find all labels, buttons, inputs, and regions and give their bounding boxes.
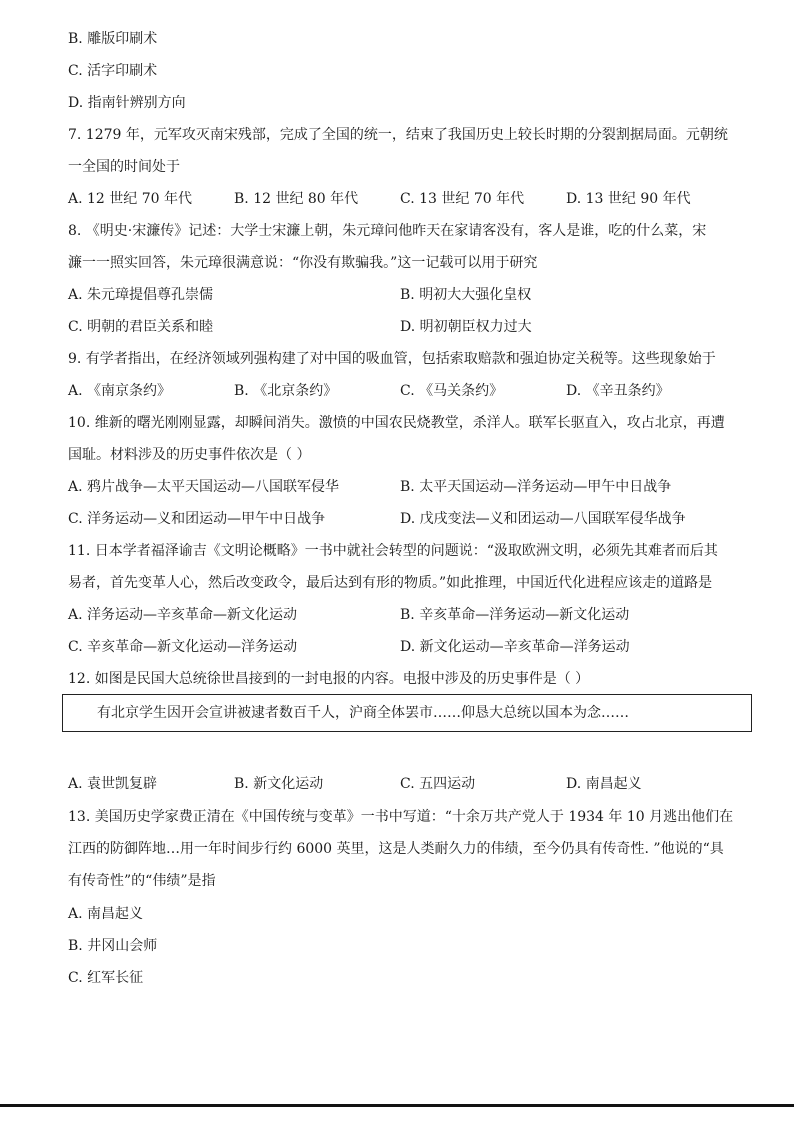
q7-option-b: B. 12 世纪 80 年代 — [234, 191, 359, 207]
q12-option-b: B. 新文化运动 — [234, 776, 324, 792]
q11-stem-line1: 11. 日本学者福泽谕吉《文明论概略》一书中就社会转型的问题说：“汲取欧洲文明，必须先其难者而后其 — [68, 543, 718, 559]
q11-option-a: A. 洋务运动—辛亥革命—新文化运动 — [68, 607, 298, 623]
q7-stem-line2: 一全国的时间处于 — [68, 159, 180, 175]
q6-option-d: D. 指南针辨别方向 — [68, 95, 186, 111]
q8-option-c: C. 明朝的君臣关系和睦 — [68, 319, 214, 335]
q13-option-b: B. 井冈山会师 — [68, 938, 158, 954]
q8-stem-line2: 濂一一照实回答，朱元璋很满意说：“你没有欺骗我。”这一记载可以用于研究 — [68, 255, 538, 271]
q11-option-b: B. 辛亥革命—洋务运动—新文化运动 — [400, 607, 630, 623]
q8-option-b: B. 明初大大强化皇权 — [400, 287, 532, 303]
q8-stem-line1: 8. 《明史·宋濂传》记述：大学士宋濂上朝，朱元璋问他昨天在家请客没有，客人是谁，吃的什么菜，宋 — [68, 223, 707, 239]
q7-option-c: C. 13 世纪 70 年代 — [400, 191, 525, 207]
q11-stem-line2: 易者，首先变革人心，然后改变政令，最后达到有形的物质。”如此推理，中国近代化进程应该走的道路是 — [68, 575, 713, 591]
q12-option-d: D. 南昌起义 — [566, 776, 642, 792]
q13-stem-line1: 13. 美国历史学家费正清在《中国传统与变革》一书中写道：“十余万共产党人于 1934 年 10 月逃出他们在 — [68, 809, 734, 825]
q6-option-c: C. 活字印刷术 — [68, 63, 158, 79]
q8-option-d: D. 明初朝臣权力过大 — [400, 319, 532, 335]
q9-stem-line1: 9. 有学者指出，在经济领域列强构建了对中国的吸血管，包括索取赔款和强迫协定关税等。这些现象始于 — [68, 351, 716, 367]
q9-option-d: D. 《辛丑条约》 — [566, 383, 670, 399]
q11-option-d: D. 新文化运动—辛亥革命—洋务运动 — [400, 639, 630, 655]
telegram-quote-box — [62, 694, 752, 732]
page-bottom-rule — [0, 1104, 794, 1107]
q13-option-c: C. 红军长征 — [68, 970, 144, 986]
q11-option-c: C. 辛亥革命—新文化运动—洋务运动 — [68, 639, 298, 655]
telegram-quote-text: 有北京学生因开会宣讲被逮者数百千人，沪商全体罢市……仰恳大总统以国本为念…… — [97, 705, 629, 721]
q10-option-a: A. 鸦片战争—太平天国运动—八国联军侵华 — [68, 479, 340, 495]
q8-option-a: A. 朱元璋提倡尊孔崇儒 — [68, 287, 214, 303]
q9-option-b: B. 《北京条约》 — [234, 383, 338, 399]
q10-stem-line2: 国耻。材料涉及的历史事件依次是（ ） — [68, 447, 311, 463]
q7-option-a: A. 12 世纪 70 年代 — [68, 191, 192, 207]
q9-option-a: A. 《南京条约》 — [68, 383, 172, 399]
q12-option-a: A. 袁世凯复辟 — [68, 776, 158, 792]
q7-stem-line1: 7. 1279 年，元军攻灭南宋残部，完成了全国的统一，结束了我国历史上较长时期的分裂割据局面。元朝统 — [68, 127, 728, 143]
q10-option-b: B. 太平天国运动—洋务运动—甲午中日战争 — [400, 479, 672, 495]
q12-option-c: C. 五四运动 — [400, 776, 476, 792]
q9-option-c: C. 《马关条约》 — [400, 383, 504, 399]
q10-option-c: C. 洋务运动—义和团运动—甲午中日战争 — [68, 511, 326, 527]
q12-stem-line1: 12. 如图是民国大总统徐世昌接到的一封电报的内容。电报中涉及的历史事件是（ ） — [68, 671, 590, 687]
q6-option-b: B. 雕版印刷术 — [68, 31, 158, 47]
q7-option-d: D. 13 世纪 90 年代 — [566, 191, 691, 207]
q10-option-d: D. 戊戌变法—义和团运动—八国联军侵华战争 — [400, 511, 686, 527]
q13-stem-line2: 江西的防御阵地…用一年时间步行约 6000 英里，这是人类耐久力的伟绩，至今仍具有传奇性. ”他说的“具 — [68, 841, 724, 857]
q13-stem-line3: 有传奇性”的“伟绩”是指 — [68, 873, 216, 889]
q10-stem-line1: 10. 维新的曙光刚刚显露，却瞬间消失。激愤的中国农民烧教堂，杀洋人。联军长驱直入，攻占北京，再遭 — [68, 415, 725, 431]
q13-option-a: A. 南昌起义 — [68, 906, 144, 922]
